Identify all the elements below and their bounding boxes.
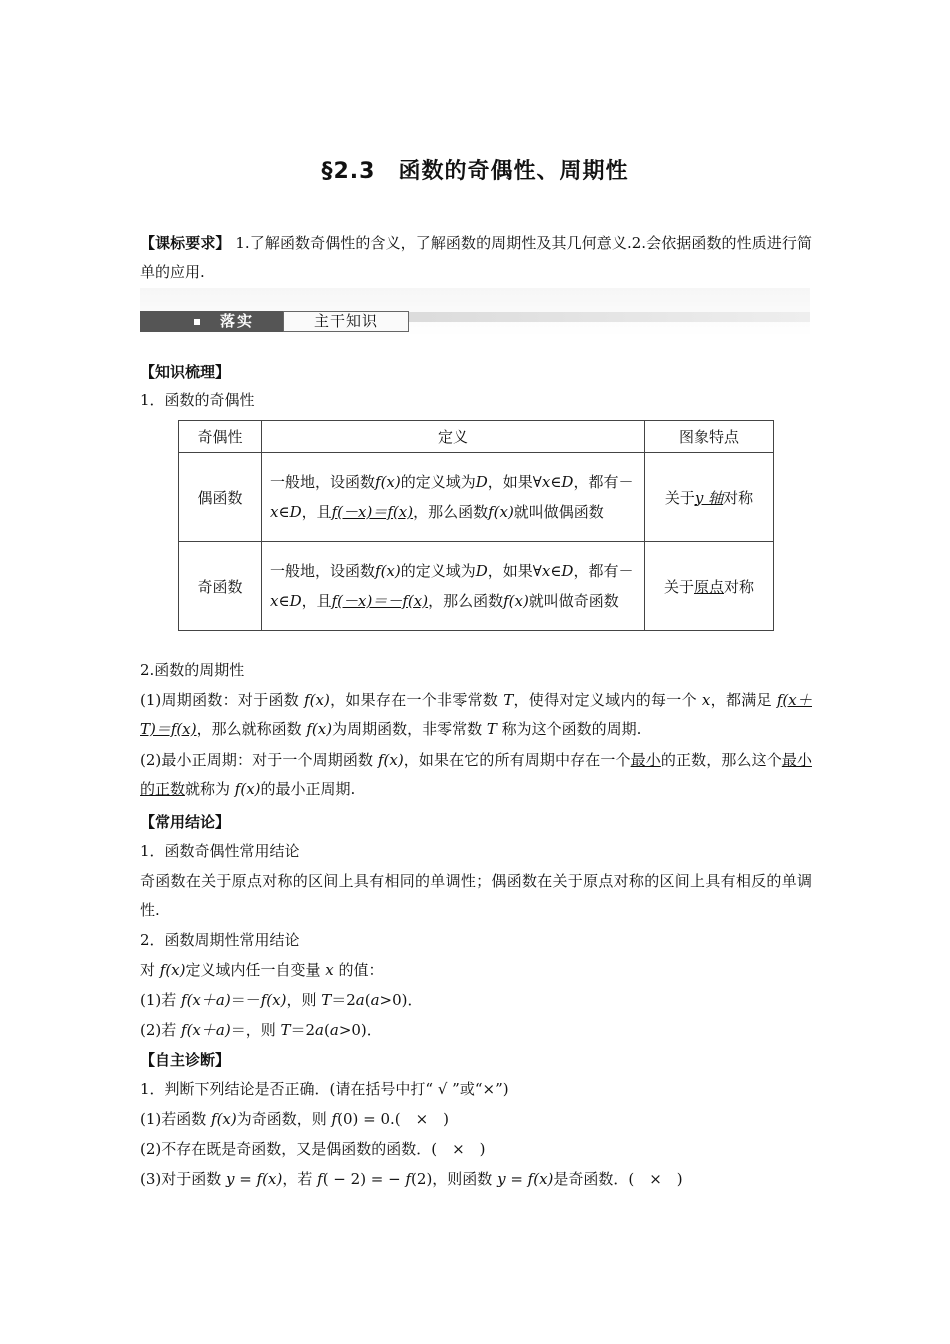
requirements-label: 【课标要求】 — [140, 234, 231, 252]
answer-blank: 最小 — [630, 751, 661, 769]
conclusion2-line1: 对 f(x)定义域内任一自变量 x 的值： — [140, 961, 384, 979]
page-title: §2.3 函数的奇偶性、周期性 — [321, 159, 629, 184]
conclusion1-text: 奇函数在关于原点对称的区间上具有相同的单调性；偶函数在关于原点对称的区间上具有相反的单调性. — [140, 872, 812, 919]
banner-dark-text: 落实 — [220, 312, 255, 330]
conclusion2-line2: (1)若 f(x＋a)＝－f(x)，则 T＝2a(a>0)． — [140, 991, 423, 1009]
row-feature: 关于原点对称 — [645, 542, 774, 631]
question-title: 1．判断下列结论是否正确．(请在括号中打“ √ ”或“×”) — [140, 1080, 509, 1098]
row-name: 偶函数 — [179, 453, 262, 542]
periodic-function-paragraph: (1)周期函数：对于函数 f(x)，如果存在一个非零常数 T，使得对定义域内的每一个 x，都满足 f(x＋T)＝f(x)，那么就称函数 f(x)为周期函数，非零常数 T 称为这个函数的周期. — [140, 691, 812, 738]
table-header-row — [179, 421, 774, 453]
conclusion2-line3: (2)若 f(x＋a)＝，则 T＝2a(a>0)． — [140, 1021, 382, 1039]
row-name: 奇函数 — [179, 542, 262, 631]
table-row — [179, 453, 774, 542]
course-requirements — [140, 229, 812, 287]
min-period-paragraph: (2)最小正周期：对于一个周期函数 f(x)，如果在它的所有周期中存在一个最小的正数，那么这个最小的正数就称为 f(x)的最小正周期. — [140, 751, 812, 798]
table-header-cell: 定义 — [262, 421, 645, 453]
item1-title: 1．函数的奇偶性 — [140, 391, 255, 409]
item2-title: 2.函数的周期性 — [140, 661, 245, 679]
row-definition: 一般地，设函数f(x)的定义域为D，如果∀x∈D，都有－x∈D，且f(－x)＝f(x)，那么函数f(x)就叫做偶函数 — [262, 453, 645, 542]
judgement-item-1: (1)若函数 f(x)为奇函数，则 f(0) = 0.( × ) — [140, 1110, 450, 1128]
answer-blank: 原点 — [693, 577, 724, 596]
section-banner — [140, 288, 810, 336]
requirements-text: 1.了解函数奇偶性的含义，了解函数的周期性及其几何意义.2.会依据函数的性质进行简单的应用. — [140, 234, 812, 281]
square-bullet-icon — [194, 319, 200, 325]
row-definition: 一般地，设函数f(x)的定义域为D，如果∀x∈D，都有－x∈D，且f(－x)＝－f(x)，那么函数f(x)就叫做奇函数 — [262, 542, 645, 631]
judgement-item-3: (3)对于函数 y = f(x)，若 f( − 2) = − f(2)，则函数 y = f(x)是奇函数．( × ) — [140, 1170, 683, 1188]
judgement-item-2: (2)不存在既是奇函数，又是偶函数的函数．( × ) — [140, 1140, 486, 1158]
answer-blank: f(－x)＝f(x) — [331, 503, 414, 521]
conclusion2-title: 2．函数周期性常用结论 — [140, 931, 300, 949]
table-header-cell: 奇偶性 — [179, 421, 262, 453]
diagnosis-heading: 【自主诊断】 — [140, 1051, 231, 1069]
table-row — [179, 542, 774, 631]
table-header-cell: 图象特点 — [645, 421, 774, 453]
knowledge-heading: 【知识梳理】 — [140, 363, 231, 381]
conclusion1-title: 1．函数奇偶性常用结论 — [140, 842, 300, 860]
parity-table — [178, 420, 774, 631]
answer-blank: y 轴 — [694, 488, 724, 507]
answer-blank: f(－x)＝－f(x) — [331, 592, 429, 610]
answer-blank: f(x＋T)＝f(x) — [140, 691, 812, 738]
row-feature: 关于y 轴对称 — [645, 453, 774, 542]
conclusions-heading: 【常用结论】 — [140, 813, 231, 831]
banner-dark-tab — [140, 311, 283, 332]
answer-blank: 最小的正数 — [140, 751, 812, 798]
banner-light-tab: 主干知识 — [283, 311, 409, 332]
